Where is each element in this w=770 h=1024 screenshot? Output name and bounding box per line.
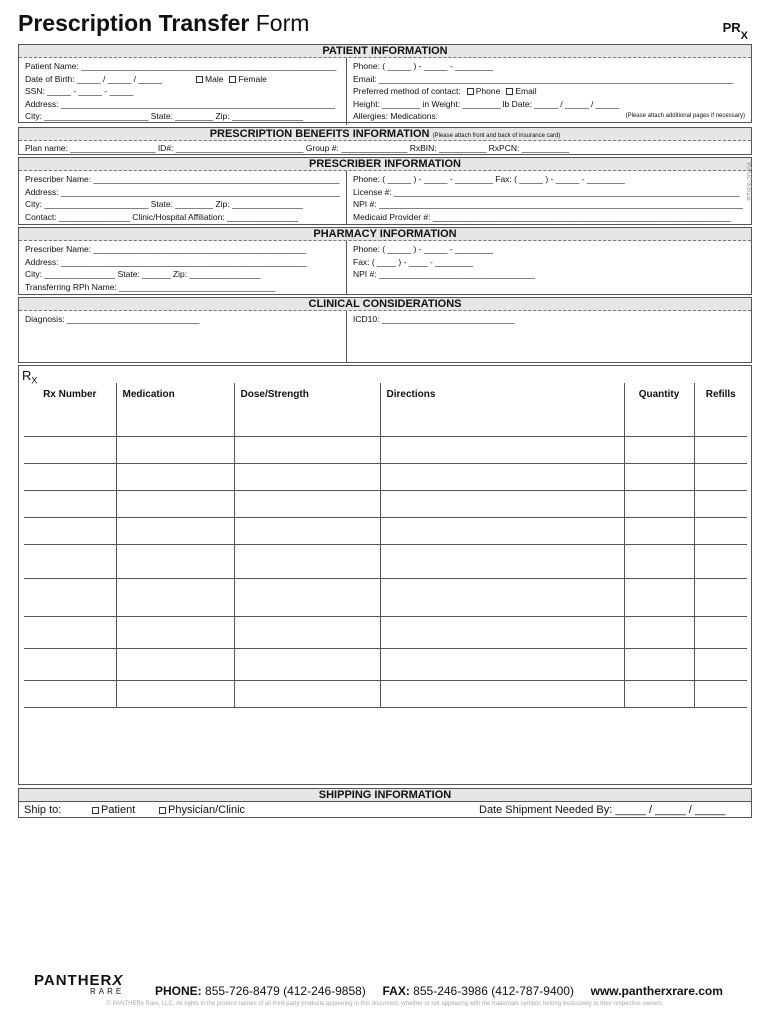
rx-cell[interactable] (694, 517, 747, 544)
rx-cell[interactable] (24, 463, 116, 490)
rx-cell[interactable] (24, 648, 116, 680)
rx-table (24, 383, 747, 708)
checkbox-icon[interactable] (229, 76, 236, 83)
rx-cell[interactable] (694, 616, 747, 648)
rx-table-box (18, 365, 752, 785)
dob-field[interactable]: Date of Birth: _____ / _____ / _____ Male Female (25, 73, 267, 84)
form-title-rest: Form (249, 10, 310, 36)
rx-cell[interactable] (116, 680, 234, 707)
panther-logo: PANTHERX RARE (34, 972, 125, 996)
rx-cell[interactable] (380, 517, 624, 544)
rx-cell[interactable] (380, 490, 624, 517)
patient-name-field[interactable]: Patient Name: ______________________________________________________ (25, 61, 337, 71)
rx-cell[interactable] (380, 680, 624, 707)
contact-method[interactable]: Preferred method of contact: Phone Email (353, 86, 537, 97)
date-needed-field[interactable]: Date Shipment Needed By: _____ / _____ / _____ (479, 804, 726, 816)
rx-cell[interactable] (116, 544, 234, 578)
rx-cell[interactable] (694, 648, 747, 680)
prescriber-city-field[interactable]: City: ______________________ State: ________ Zip: _______________ (25, 199, 303, 210)
rx-cell[interactable] (380, 616, 624, 648)
col-dose-strength: Dose/Strength (234, 383, 380, 406)
rx-cell[interactable] (24, 490, 116, 517)
prx-logo: $PR_X$ (722, 20, 748, 42)
footer-phone: 855-726-8479 (412-246-9858) (205, 984, 366, 998)
rx-cell[interactable] (24, 616, 116, 648)
rx-cell[interactable] (380, 406, 624, 436)
form-code: PTRX-20-04 (747, 162, 754, 201)
rx-cell[interactable] (116, 648, 234, 680)
rx-cell[interactable] (116, 463, 234, 490)
rx-cell[interactable] (24, 406, 116, 436)
footer-contact: PHONE: 855-726-8479 (412-246-9858) FAX: 855-246-3986 (412-787-9400) www.pantherxrare.com (155, 984, 723, 998)
rx-row (24, 436, 747, 463)
rx-cell[interactable] (380, 463, 624, 490)
rx-cell[interactable] (234, 517, 380, 544)
footer-website[interactable]: www.pantherxrare.com (590, 984, 723, 998)
rx-row (24, 490, 747, 517)
rx-cell[interactable] (116, 436, 234, 463)
rx-row (24, 463, 747, 490)
rx-cell[interactable] (234, 680, 380, 707)
rx-cell[interactable] (694, 544, 747, 578)
rx-cell[interactable] (116, 490, 234, 517)
rx-cell[interactable] (24, 544, 116, 578)
form-title (18, 10, 309, 37)
rx-cell[interactable] (24, 436, 116, 463)
pharmacy-city-field[interactable]: City: _______________ State: ______ Zip: _______________ (25, 269, 261, 280)
rx-cell[interactable] (234, 544, 380, 578)
prescriber-name-field[interactable]: Prescriber Name: ____________________________________________________ (25, 174, 340, 184)
phone-field[interactable]: Phone: ( _____ ) - _____ - ________ (353, 61, 493, 71)
prescriber-address-field[interactable]: Address: ___________________________________________________________ (25, 186, 340, 197)
rx-cell[interactable] (234, 616, 380, 648)
section-heading: PATIENT INFORMATION (19, 45, 751, 58)
rx-cell[interactable] (234, 406, 380, 436)
rx-cell[interactable] (24, 517, 116, 544)
rx-cell[interactable] (694, 436, 747, 463)
rx-row (24, 578, 747, 616)
address-field[interactable]: Address: __________________________________________________________ (25, 98, 336, 109)
license-field[interactable]: License #: _________________________________________________________________________ (353, 186, 740, 197)
rx-cell[interactable] (380, 436, 624, 463)
rph-name-field[interactable]: Transferring RPh Name: _________________________________ (25, 281, 276, 292)
diagnosis-field[interactable]: Diagnosis: ____________________________ (25, 314, 200, 324)
prescriber-section (18, 157, 752, 225)
rx-row (24, 680, 747, 707)
rx-cell[interactable] (24, 680, 116, 707)
rx-cell[interactable] (624, 406, 694, 436)
rx-cell[interactable] (24, 578, 116, 616)
ship-to-label: Ship to: (24, 804, 62, 816)
pharmacy-prescriber-field[interactable]: Prescriber Name: _____________________________________________ (25, 244, 307, 254)
rx-cell[interactable] (234, 463, 380, 490)
section-heading: PRESCRIBER INFORMATION (19, 158, 751, 171)
rx-cell[interactable] (694, 406, 747, 436)
rx-row (24, 648, 747, 680)
section-heading: CLINICAL CONSIDERATIONS (19, 298, 751, 311)
rx-cell[interactable] (234, 436, 380, 463)
rx-cell[interactable] (116, 578, 234, 616)
height-weight-field[interactable]: Height: ________ in Weight: ________ lb Date: _____ / _____ / _____ (353, 98, 620, 109)
rx-cell[interactable] (694, 490, 747, 517)
benefits-section (18, 127, 752, 155)
rx-cell[interactable] (624, 490, 694, 517)
rx-cell[interactable] (116, 517, 234, 544)
icd10-field[interactable]: ICD10: ____________________________ (353, 314, 515, 324)
allergies-field[interactable]: Allergies: Medications: (Please attach additional pages if necessary) (353, 111, 745, 122)
email-field[interactable]: Email: ___________________________________________________________________________ (353, 73, 734, 84)
rx-cell[interactable] (624, 544, 694, 578)
medicaid-field[interactable]: Medicaid Provider #: _______________________________________________________________ (353, 211, 731, 222)
form-title-bold: Prescription Transfer (18, 10, 250, 36)
rx-cell[interactable] (380, 544, 624, 578)
pharmacy-fax-field[interactable]: Fax: ( ____ ) - ____ - ________ (353, 256, 474, 267)
pharmacy-address-field[interactable]: Address: ____________________________________________________ (25, 256, 307, 267)
ship-patient-option[interactable]: Patient (86, 802, 135, 818)
col-directions: Directions (380, 383, 624, 406)
section-heading: PRESCRIPTION BENEFITS INFORMATION (Please attach front and back of insurance card) (19, 128, 751, 141)
rx-cell[interactable] (116, 616, 234, 648)
rx-cell[interactable] (234, 490, 380, 517)
rx-cell[interactable] (624, 616, 694, 648)
rx-row (24, 616, 747, 648)
patient-section (18, 44, 752, 123)
rx-cell[interactable] (624, 517, 694, 544)
rx-cell[interactable] (624, 578, 694, 616)
shipping-section (18, 788, 752, 818)
ship-clinic-option[interactable]: Physician/Clinic (153, 802, 245, 818)
section-heading: SHIPPING INFORMATION (19, 789, 751, 802)
pharmacy-section (18, 227, 752, 295)
rx-cell[interactable] (380, 648, 624, 680)
col-medication: Medication (116, 383, 234, 406)
rx-cell[interactable] (694, 680, 747, 707)
rx-cell[interactable] (624, 463, 694, 490)
checkbox-icon[interactable] (196, 76, 203, 83)
pharmacy-npi-field[interactable]: NPI #: _________________________________ (353, 269, 535, 280)
rx-cell[interactable] (694, 463, 747, 490)
checkbox-icon[interactable] (92, 807, 99, 814)
rx-icon: $R_X$ (22, 368, 38, 386)
rx-cell[interactable] (694, 578, 747, 616)
col-quantity: Quantity (624, 383, 694, 406)
checkbox-icon[interactable] (467, 88, 474, 95)
rx-cell[interactable] (234, 648, 380, 680)
clinical-section (18, 297, 752, 363)
copyright-text: © PANTHERx Rare, LLC. All rights in the product names of all third-party products appearing in this document, whether or not appearing with the trademark symbol, belong exclusively to their respective owners. (106, 1001, 664, 1007)
rx-row (24, 517, 747, 544)
plan-field[interactable]: Plan name: __________________ ID#: ___________________________ Group #: ______________ RxBIN: __________ RxPCN: __________ (25, 143, 569, 153)
checkbox-icon[interactable] (506, 88, 513, 95)
rx-row (24, 406, 747, 436)
rx-cell[interactable] (380, 578, 624, 616)
rx-cell[interactable] (624, 680, 694, 707)
city-field[interactable]: City: ______________________ State: ________ Zip: _______________ (25, 111, 303, 122)
section-heading: PHARMACY INFORMATION (19, 228, 751, 241)
col-refills: Refills (694, 383, 747, 406)
checkbox-icon[interactable] (159, 807, 166, 814)
prescriber-phone-field[interactable]: Phone: ( _____ ) - _____ - ________ Fax: ( _____ ) - _____ - ________ (353, 174, 625, 184)
npi-field[interactable]: NPI #: _____________________________________________________________________________ (353, 199, 743, 210)
footer-fax: 855-246-3986 (412-787-9400) (413, 984, 574, 998)
pharmacy-phone-field[interactable]: Phone: ( _____ ) - _____ - ________ (353, 244, 493, 254)
rx-cell[interactable] (624, 436, 694, 463)
rx-cell[interactable] (116, 406, 234, 436)
prescriber-contact-field[interactable]: Contact: _______________ Clinic/Hospital Affiliation: _______________ (25, 211, 299, 222)
rx-cell[interactable] (234, 578, 380, 616)
rx-cell[interactable] (624, 648, 694, 680)
ssn-field[interactable]: SSN: _____ - _____ - _____ (25, 86, 134, 97)
col-rx-number: Rx Number (43, 389, 97, 400)
rx-row (24, 544, 747, 578)
